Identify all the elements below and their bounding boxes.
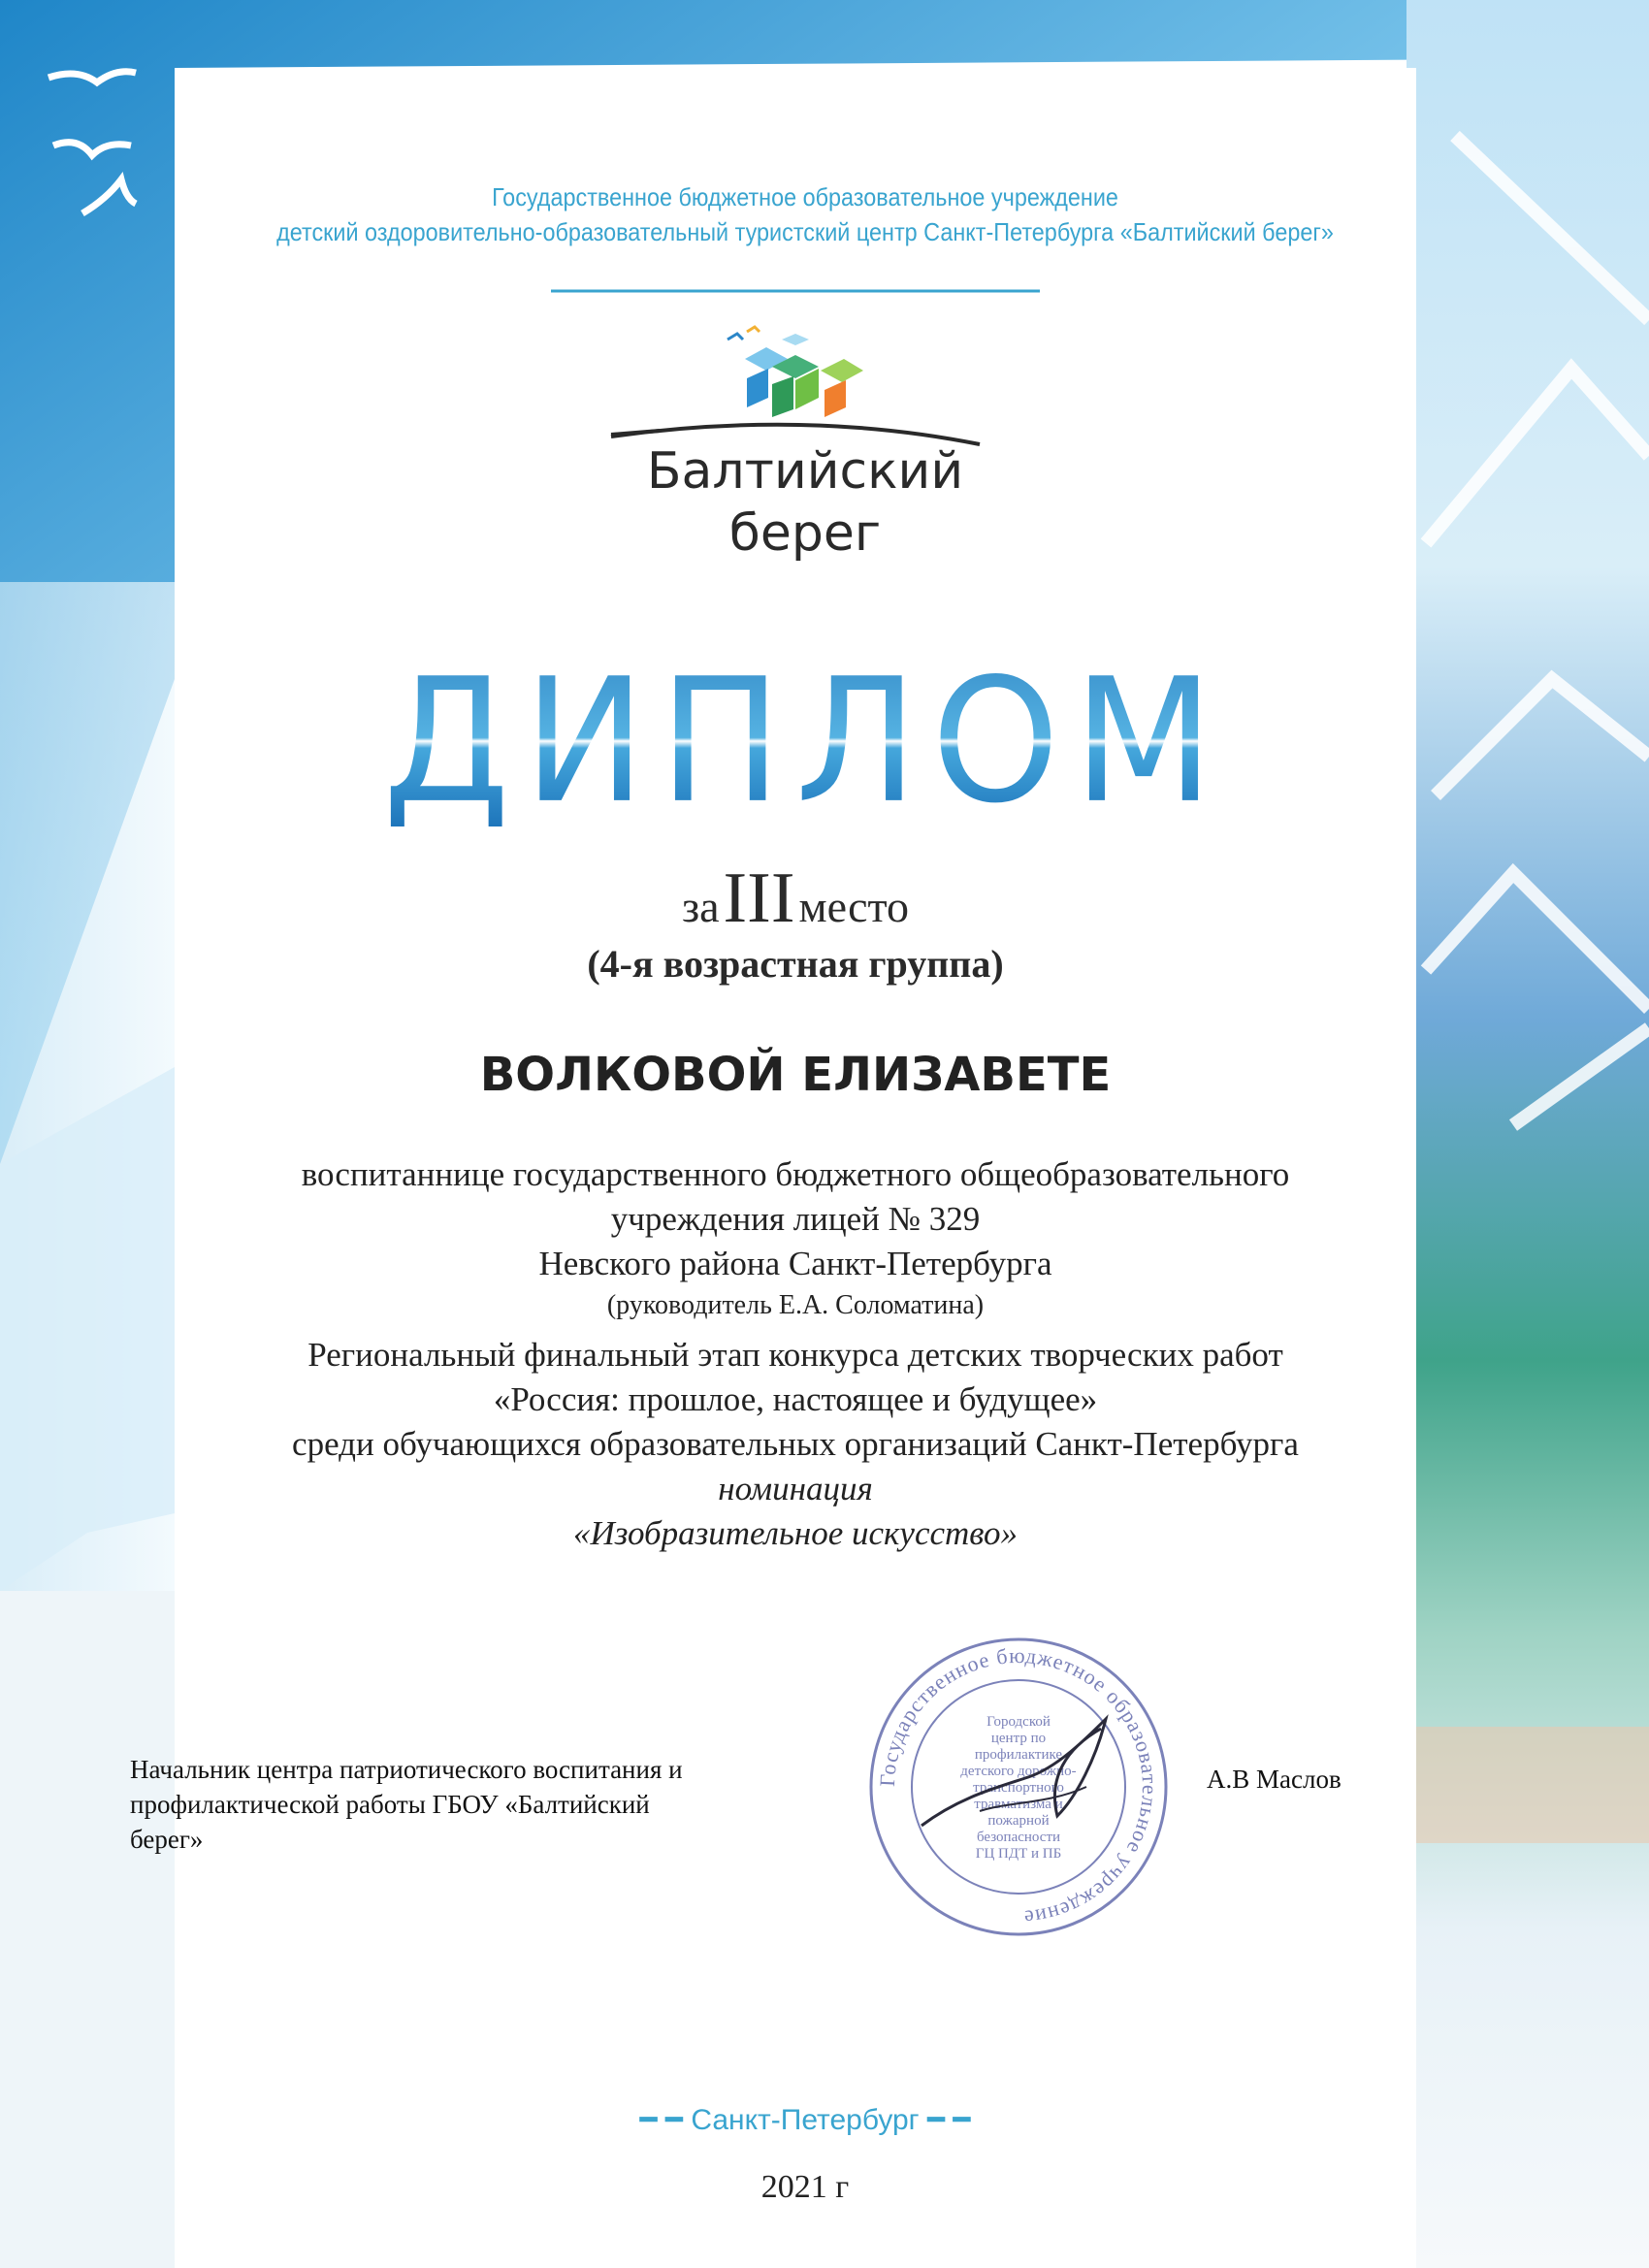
stamp-center-line: детского дорожно- <box>960 1764 1077 1779</box>
signatory-title-line-1: Начальник центра патриотического воспитания и <box>130 1755 683 1784</box>
seagull-icon <box>48 72 136 82</box>
stamp-center-line: безопасности <box>976 1830 1061 1845</box>
signatory-name: А.В Маслов <box>1207 1765 1342 1794</box>
place-prefix: за <box>681 882 720 931</box>
place-suffix: место <box>798 882 910 931</box>
stamp-center-line: центр по <box>990 1731 1047 1746</box>
description-line-7: среди обучающихся образовательных организаций Санкт-Петербурга <box>292 1425 1299 1463</box>
institution-line-1: Государственное бюджетное образовательное учреждение <box>492 182 1118 211</box>
stamp-center-line: транспортного <box>973 1780 1064 1796</box>
baltic-shore-logo-icon <box>601 320 1009 456</box>
description-line-2: учреждения лицей № 329 <box>610 1200 981 1238</box>
stamp-center-line: Городской <box>986 1714 1051 1730</box>
stamp-center-line: травматизма и <box>974 1797 1063 1812</box>
wave-left-icon: ━ ━ <box>639 2104 683 2136</box>
logo-text-line-2: берег <box>728 504 882 563</box>
signatory-title-line-3: берег» <box>130 1825 204 1854</box>
stamp-center-line: пожарной <box>987 1813 1050 1829</box>
description-line-5: Региональный финальный этап конкурса детских творческих работ <box>307 1336 1283 1374</box>
official-stamp <box>863 1632 1174 1942</box>
age-group: (4-я возрастная группа) <box>587 942 1004 986</box>
wave-right-icon: ━ ━ <box>926 2104 971 2136</box>
diploma-title: ДИПЛОМ <box>175 656 1436 826</box>
description-line-1: воспитаннице государственного бюджетного общеобразовательного <box>301 1155 1290 1193</box>
description-line-3: Невского района Санкт-Петербурга <box>538 1245 1052 1282</box>
nomination-label: номинация <box>718 1470 873 1507</box>
seagulls-decoration <box>39 29 146 233</box>
seagull-icon <box>82 179 136 213</box>
description-line-6: «Россия: прошлое, настоящее и будущее» <box>493 1380 1098 1418</box>
nomination-name: «Изобразительное искусство» <box>572 1514 1018 1552</box>
footer-city: Санкт-Петербург <box>691 2104 920 2136</box>
stamp-center-line: профилактике <box>974 1747 1063 1763</box>
footer-year: 2021 г <box>760 2169 850 2205</box>
stamp-center-line: ГЦ ПДТ и ПБ <box>975 1846 1062 1862</box>
signatory-title <box>130 1752 809 1857</box>
seagull-icon <box>53 143 131 155</box>
description-block <box>126 1152 1465 1556</box>
footer-city-row <box>582 2103 1028 2137</box>
place-numeral: III <box>723 859 795 938</box>
stamp-ring-text: Государственное бюджетное образовательное учреждение <box>874 1642 1163 1930</box>
logo-text-line-1: Балтийский <box>646 442 964 501</box>
signatory-title-line-2: профилактической работы ГБОУ «Балтийский <box>130 1790 650 1819</box>
description-line-4: (руководитель Е.А. Соломатина) <box>606 1290 985 1320</box>
institution-line-2: детский оздоровительно-образовательный туристский центр Санкт-Петербурга «Балтийский берег» <box>276 217 1334 246</box>
recipient-name: ВОЛКОВОЙ ЕЛИЗАВЕТЕ <box>479 1048 1112 1102</box>
